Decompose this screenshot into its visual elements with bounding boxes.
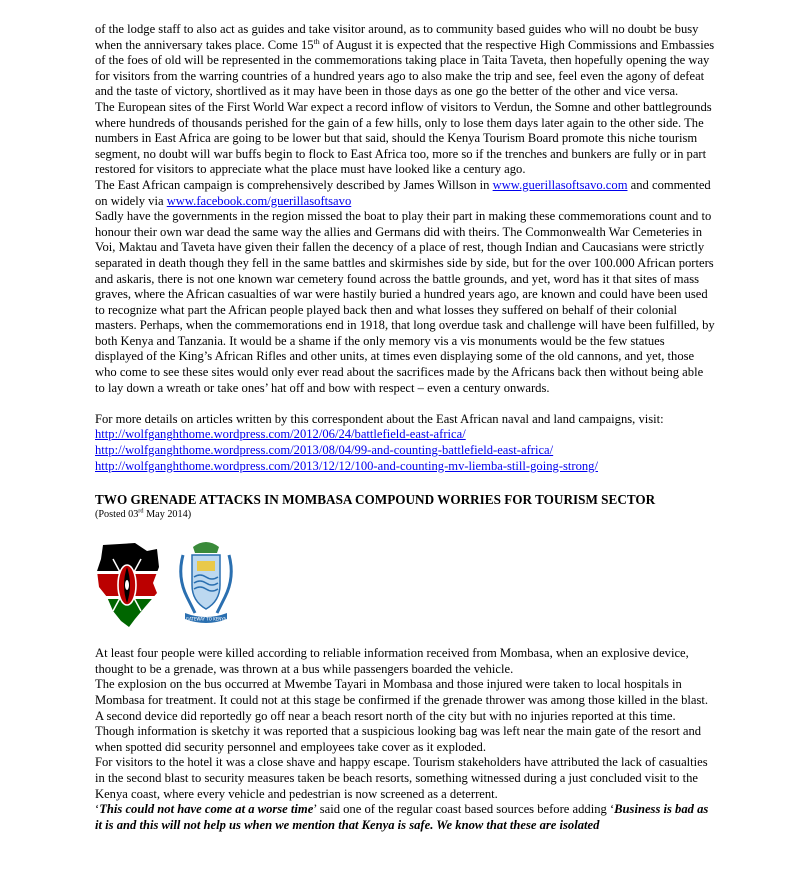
text-run: (Posted 03 bbox=[95, 509, 139, 521]
blank-line bbox=[95, 396, 715, 412]
paragraph-more-details: For more details on articles written by this correspondent about the East African naval and land campaigns, visit: bbox=[95, 411, 664, 426]
text-run: of August it is expected that the respective High Commissions and Embassies of the foes of old will be represented in the commemorations taking place in Taita Taveta, then hopefully opening the way for visitors from the warring countries of a hundred years ago to also make the trip and see, feel even the agony of defeat and the taste of victory, shortlived as it may have been in those days as one go the better of the other and vice versa. bbox=[95, 37, 715, 99]
logo-row bbox=[95, 531, 715, 629]
text-run: The East African campaign is comprehensively described by James Willson in bbox=[95, 177, 493, 192]
document-page bbox=[95, 22, 715, 833]
link-row bbox=[95, 459, 715, 475]
quote-text: This could not have come at a worse time bbox=[99, 802, 314, 817]
link-99-and-counting[interactable]: http://wolfganghthome.wordpress.com/2013/08/04/99-and-counting-battlefield-east-africa/ bbox=[95, 443, 554, 458]
paragraph-four-killed: At least four people were killed according to reliable information received from Mombasa, when an explosive device, thought to be a grenade, was thrown at a bus while passengers boarded the vehicle. bbox=[95, 646, 689, 676]
paragraph-european-sites: The European sites of the First World War expect a record inflow of visitors to Verdun, the Somne and other battlegrounds where hundreds of thousands perished for the gain of a few hills, only to lose them days later again to the other side. The numbers in East Africa are going to be lower but that said, should the Kenya Tourism Board promote this niche tourism segment, no doubt will war buffs begin to flock to East Africa too, more so if the trenches and bunkers are fully or in part restored for visitors to appreciate what the place must have looked like a century ago. bbox=[95, 99, 712, 177]
paragraph-governments: Sadly have the governments in the region missed the boat to play their part in making these commemorations count and to honour their own war dead the same way the allies and Germans did with theirs. The Commonwealth War Cemeteries in Voi, Maktau and Taveta have given their fallen the decency of a place of rest, though Indian and Caucasians were strictly separated in death though they fell in the same battles and skirmishes side by side, but for the over 100.000 African porters and askaris, there is not one known war cemetery found across the battle grounds, and yet, word has it that sites of mass graves, where the African casualties of war were hastily buried a hundred years ago, are known and could have been used to recognize what part the African people played back then and what losses they suffered on behalf of their colonial masters. Perhaps, when the commemorations end in 1918, that long overdue task and challenge will have been fulfilled, by both Kenya and Tanzania. It would be a shame if the only memory vis a vis monuments would be the few statues displayed of the King’s African Rifles and other units, at times even displaying some of the old cannons, and yet, those who come to see these sites would only ever read about the sacrifices made by the Africans back then without being able to lay down a wreath or take ones’ hat off and bow with respect – even a century onwards. bbox=[95, 209, 715, 395]
kenya-flag-map-icon bbox=[95, 541, 161, 629]
superscript: th bbox=[313, 36, 320, 46]
text-run: and commented on widely via bbox=[95, 177, 711, 208]
link-battlefield-2012[interactable]: http://wolfganghthome.wordpress.com/2012/06/24/battlefield-east-africa/ bbox=[95, 427, 466, 442]
superscript: rd bbox=[138, 507, 144, 515]
link-row bbox=[95, 443, 715, 459]
text-run: ‘ bbox=[95, 802, 100, 817]
posted-date bbox=[95, 508, 715, 521]
paragraph-second-device: A second device did reportedly go off near a beach resort north of the city but with no injuries reported at this time. Though information is sketchy it was reported that a suspicious looking bag was left near the main gate of the resort and when spotted did security personnel and employees take cover as it exploded. bbox=[95, 708, 702, 754]
paragraph-east-african-campaign bbox=[95, 178, 715, 209]
text-run: ’ said one of the regular coast based sources before adding ‘ bbox=[313, 802, 615, 817]
spacer bbox=[95, 474, 715, 492]
text-run: of the lodge staff to also act as guides and take visitor around, as to community based guides who will no doubt be busy when the anniversary takes place. Come 15 bbox=[95, 22, 699, 52]
paragraph-visitors: For visitors to the hotel it was a close shave and happy escape. Tourism stakeholders have attributed the lack of casualties in the second blast to security measures taken be beach resorts, something witnessed during a just concluded visit to the Kenya coast, where every vehicle and pedestrian is now screened as a deterrent. bbox=[95, 755, 708, 801]
crest-caption: GATEWAY TO KENYA bbox=[185, 616, 227, 622]
link-facebook[interactable]: www.facebook.com/guerillasoftsavo bbox=[166, 193, 352, 208]
county-crest-icon bbox=[173, 537, 239, 629]
link-row bbox=[95, 427, 715, 443]
paragraph-explosion-bus: The explosion on the bus occurred at Mwembe Tayari in Mombasa and those injured were taken to local hospitals in Mombasa for treatment. It could not at this stage be confirmed if the grenade thrower was among those killed in the blast. bbox=[95, 677, 709, 707]
link-100-and-counting[interactable]: http://wolfganghthome.wordpress.com/2013/12/12/100-and-counting-mv-liemba-still-going-strong/ bbox=[95, 458, 598, 473]
link-guerillasoftsavo[interactable]: www.guerillasoftsavo.com bbox=[492, 177, 628, 192]
quote-text: Business is bad as it is and this will not help us when we mention that Kenya is safe. We know that these are isolated bbox=[95, 802, 709, 832]
text-run: May 2014) bbox=[143, 509, 192, 521]
paragraph-lodge-staff bbox=[95, 22, 715, 100]
paragraph-quote bbox=[95, 802, 715, 833]
article-heading: TWO GRENADE ATTACKS IN MOMBASA COMPOUND WORRIES FOR TOURISM SECTOR bbox=[95, 492, 656, 508]
